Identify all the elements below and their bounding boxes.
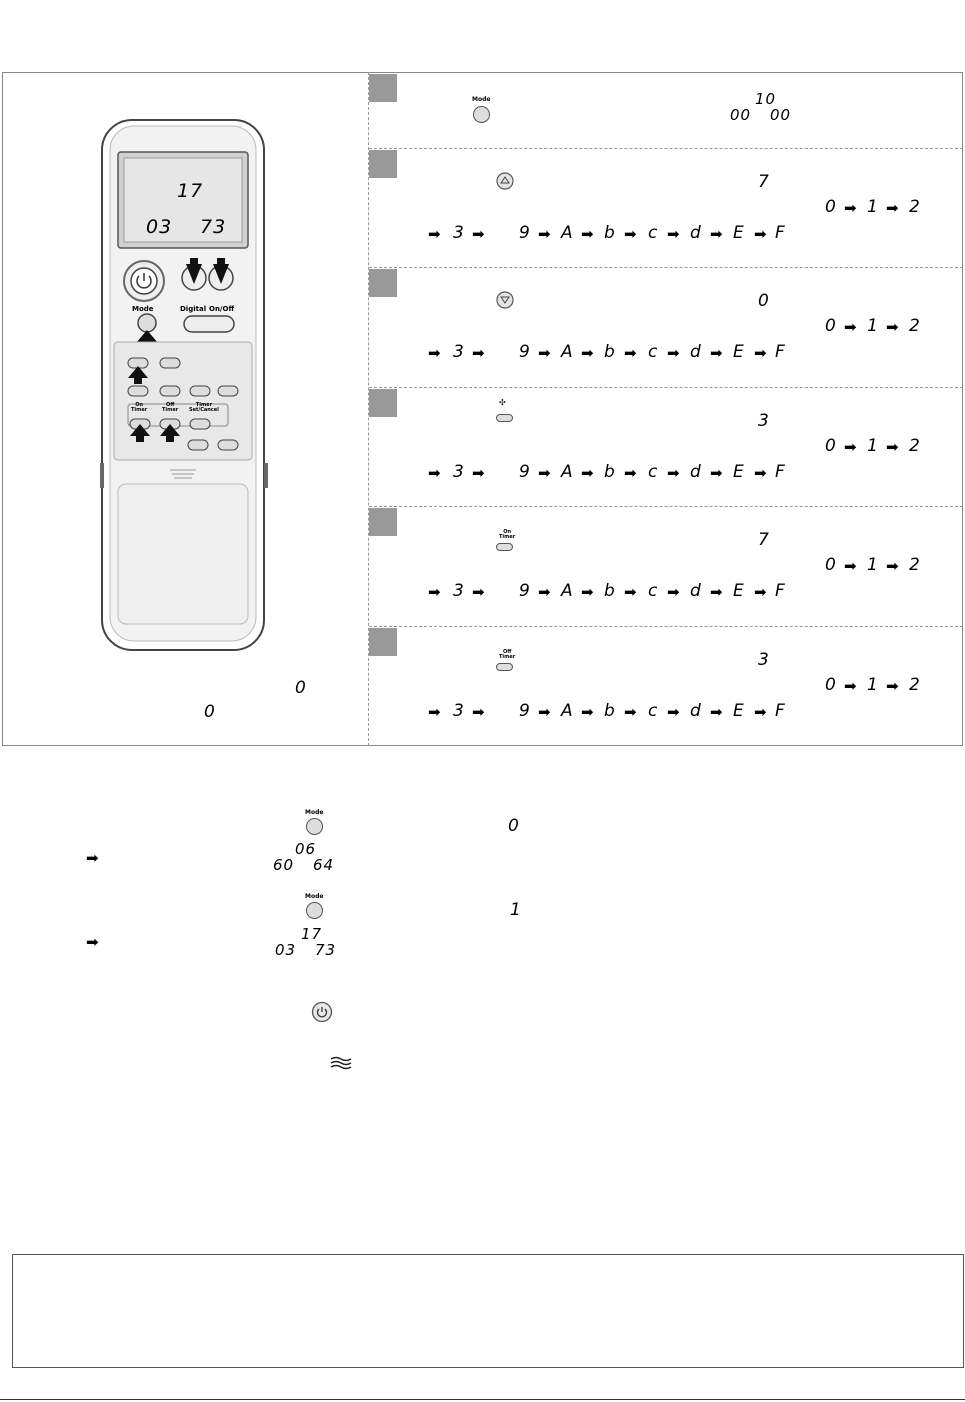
step-separator: [369, 267, 963, 268]
step-1-marker: [369, 74, 397, 102]
sequence-value: 1: [867, 197, 879, 217]
arrow-icon: ➡: [538, 344, 551, 362]
step-3-display: 0: [758, 291, 770, 311]
down-arrow-button-icon: [496, 291, 514, 309]
sequence-value: E: [733, 223, 745, 243]
arrow-icon: ➡: [472, 225, 485, 243]
step-2-marker: [369, 150, 397, 178]
arrow-icon: ➡: [472, 583, 485, 601]
below-1-value: 0: [508, 816, 520, 836]
sequence-value: A: [561, 581, 574, 601]
sequence-value: b: [604, 462, 616, 482]
sequence-value: F: [775, 581, 786, 601]
sequence-value: 3: [453, 701, 465, 721]
sequence-value: 9: [519, 342, 531, 362]
arrow-icon: ➡: [754, 225, 767, 243]
sequence-value: A: [561, 342, 574, 362]
below-2-display-left: 03: [275, 941, 297, 959]
sequence-value: d: [690, 462, 702, 482]
arrow-icon: ➡: [624, 703, 637, 721]
sequence-value: 2: [909, 675, 921, 695]
arrow-icon: ➡: [538, 464, 551, 482]
sequence-value: 0: [825, 316, 837, 336]
arrow-icon: ➡: [428, 464, 441, 482]
arrow-icon: ➡: [754, 703, 767, 721]
mode-button-icon: [306, 902, 323, 919]
off-timer-button-icon-label: Off Timer: [499, 649, 516, 660]
footer-rule: [0, 1399, 965, 1400]
step-separator: [369, 148, 963, 149]
fan-glyph-icon: ✣: [499, 398, 506, 407]
sequence-value: 2: [909, 316, 921, 336]
below-1-display-left: 60: [273, 856, 295, 874]
sequence-value: b: [604, 701, 616, 721]
arrow-icon: ➡: [624, 583, 637, 601]
sequence-value: d: [690, 342, 702, 362]
sequence-value: 0: [825, 197, 837, 217]
remote-onoff-label: On/Off: [209, 305, 235, 313]
arrow-icon: ➡: [538, 583, 551, 601]
fan-button-icon: [496, 414, 513, 422]
arrow-icon: ➡: [886, 677, 899, 695]
below-1-mode-label: Mode: [305, 809, 324, 816]
step-4-display: 3: [758, 411, 770, 431]
sequence-value: F: [775, 701, 786, 721]
sequence-value: d: [690, 701, 702, 721]
remote-off-timer-label: Off Timer: [162, 402, 179, 413]
arrow-icon: ➡: [886, 557, 899, 575]
note-box: [12, 1254, 964, 1368]
arrow-icon: ➡: [844, 438, 857, 456]
sequence-value: 3: [453, 581, 465, 601]
arrow-icon: ➡: [754, 344, 767, 362]
arrow-icon: ➡: [886, 438, 899, 456]
mode-button-icon: [306, 818, 323, 835]
arrow-icon: ➡: [710, 703, 723, 721]
sequence-value: A: [561, 462, 574, 482]
arrow-icon: ➡: [710, 344, 723, 362]
arrow-icon: ➡: [710, 464, 723, 482]
arrow-icon: ➡: [667, 703, 680, 721]
arrow-icon: ➡: [472, 703, 485, 721]
below-1-display-top: 06: [295, 840, 317, 858]
step-separator: [369, 626, 963, 627]
arrow-icon: ➡: [428, 344, 441, 362]
arrow-icon: ➡: [710, 583, 723, 601]
remote-caption-seg-2: 0: [204, 702, 216, 722]
sequence-value: 3: [453, 462, 465, 482]
sequence-value: 2: [909, 555, 921, 575]
arrow-icon: ➡: [844, 199, 857, 217]
mode-button-icon: [473, 106, 490, 123]
sequence-value: 9: [519, 462, 531, 482]
arrow-icon: ➡: [667, 583, 680, 601]
sequence-value: A: [561, 701, 574, 721]
arrow-icon: ➡: [667, 344, 680, 362]
sequence-value: 0: [825, 436, 837, 456]
remote-on-timer-label: On Timer: [131, 402, 148, 413]
arrow-icon: ➡: [886, 199, 899, 217]
arrow-icon: ➡: [581, 583, 594, 601]
sequence-value: 3: [453, 223, 465, 243]
step-1-mode-label: Mode: [472, 96, 491, 103]
remote-caption-seg-1: 0: [295, 678, 307, 698]
arrow-icon: ➡: [428, 583, 441, 601]
on-timer-button-icon-label: On Timer: [499, 529, 516, 540]
remote-digital-label: Digital: [180, 305, 207, 313]
remote-mode-label: Mode: [132, 305, 154, 313]
arrow-icon: ➡: [86, 933, 99, 951]
arrow-icon: ➡: [86, 849, 99, 867]
arrow-icon: ➡: [472, 344, 485, 362]
arrow-icon: ➡: [624, 464, 637, 482]
step-1-display-top: 10: [755, 90, 777, 108]
arrow-icon: ➡: [472, 464, 485, 482]
sequence-value: 9: [519, 701, 531, 721]
wave-icon: [330, 1056, 352, 1070]
arrow-icon: ➡: [754, 583, 767, 601]
sequence-value: d: [690, 223, 702, 243]
sequence-value: 1: [867, 555, 879, 575]
sequence-value: E: [733, 701, 745, 721]
sequence-value: d: [690, 581, 702, 601]
remote-timer-set-label: Timer Set/Cancel: [189, 402, 219, 413]
arrow-icon: ➡: [844, 318, 857, 336]
sequence-value: 1: [867, 675, 879, 695]
step-5-marker: [369, 508, 397, 536]
arrow-icon: ➡: [754, 464, 767, 482]
step-1-display-right: 00: [770, 106, 792, 124]
sequence-value: 9: [519, 581, 531, 601]
sequence-value: c: [648, 462, 659, 482]
arrow-icon: ➡: [428, 703, 441, 721]
step-5-display: 7: [758, 530, 770, 550]
sequence-value: F: [775, 342, 786, 362]
below-2-mode-label: Mode: [305, 893, 324, 900]
arrow-icon: ➡: [624, 225, 637, 243]
step-4-marker: [369, 389, 397, 417]
sequence-value: c: [648, 701, 659, 721]
off-timer-button-icon: [496, 663, 513, 671]
sequence-value: 0: [825, 555, 837, 575]
step-6-display: 3: [758, 650, 770, 670]
sequence-value: 2: [909, 436, 921, 456]
step-separator: [369, 506, 963, 507]
arrow-icon: ➡: [710, 225, 723, 243]
arrow-icon: ➡: [581, 464, 594, 482]
sequence-value: b: [604, 342, 616, 362]
on-timer-button-icon: [496, 543, 513, 551]
arrow-icon: ➡: [624, 344, 637, 362]
step-2-display: 7: [758, 172, 770, 192]
arrow-icon: ➡: [886, 318, 899, 336]
step-6-marker: [369, 628, 397, 656]
sequence-value: b: [604, 223, 616, 243]
sequence-value: c: [648, 581, 659, 601]
sequence-value: b: [604, 581, 616, 601]
arrow-icon: ➡: [538, 225, 551, 243]
sequence-value: F: [775, 462, 786, 482]
remote-lcd-left: 03: [146, 216, 173, 238]
sequence-value: 3: [453, 342, 465, 362]
arrow-icon: ➡: [667, 225, 680, 243]
below-2-value: 1: [510, 900, 522, 920]
sequence-value: 2: [909, 197, 921, 217]
sequence-value: 1: [867, 436, 879, 456]
sequence-value: F: [775, 223, 786, 243]
below-1-display-right: 64: [313, 856, 335, 874]
sequence-value: c: [648, 223, 659, 243]
arrow-icon: ➡: [581, 344, 594, 362]
arrow-icon: ➡: [538, 703, 551, 721]
below-2-display-right: 73: [315, 941, 337, 959]
arrow-icon: ➡: [844, 677, 857, 695]
sequence-value: E: [733, 462, 745, 482]
power-button-icon: [311, 1001, 333, 1023]
arrow-icon: ➡: [428, 225, 441, 243]
arrow-icon: ➡: [581, 703, 594, 721]
sequence-value: E: [733, 342, 745, 362]
sequence-value: 1: [867, 316, 879, 336]
up-arrow-button-icon: [496, 172, 514, 190]
sequence-value: E: [733, 581, 745, 601]
sequence-value: 9: [519, 223, 531, 243]
step-3-marker: [369, 269, 397, 297]
below-2-display-top: 17: [301, 925, 323, 943]
step-separator: [369, 387, 963, 388]
arrow-icon: ➡: [581, 225, 594, 243]
step-1-display-left: 00: [730, 106, 752, 124]
sequence-value: A: [561, 223, 574, 243]
sequence-value: 0: [825, 675, 837, 695]
arrow-icon: ➡: [667, 464, 680, 482]
remote-lcd-top: 17: [177, 180, 204, 202]
arrow-icon: ➡: [844, 557, 857, 575]
remote-lcd-right: 73: [200, 216, 227, 238]
sequence-value: c: [648, 342, 659, 362]
